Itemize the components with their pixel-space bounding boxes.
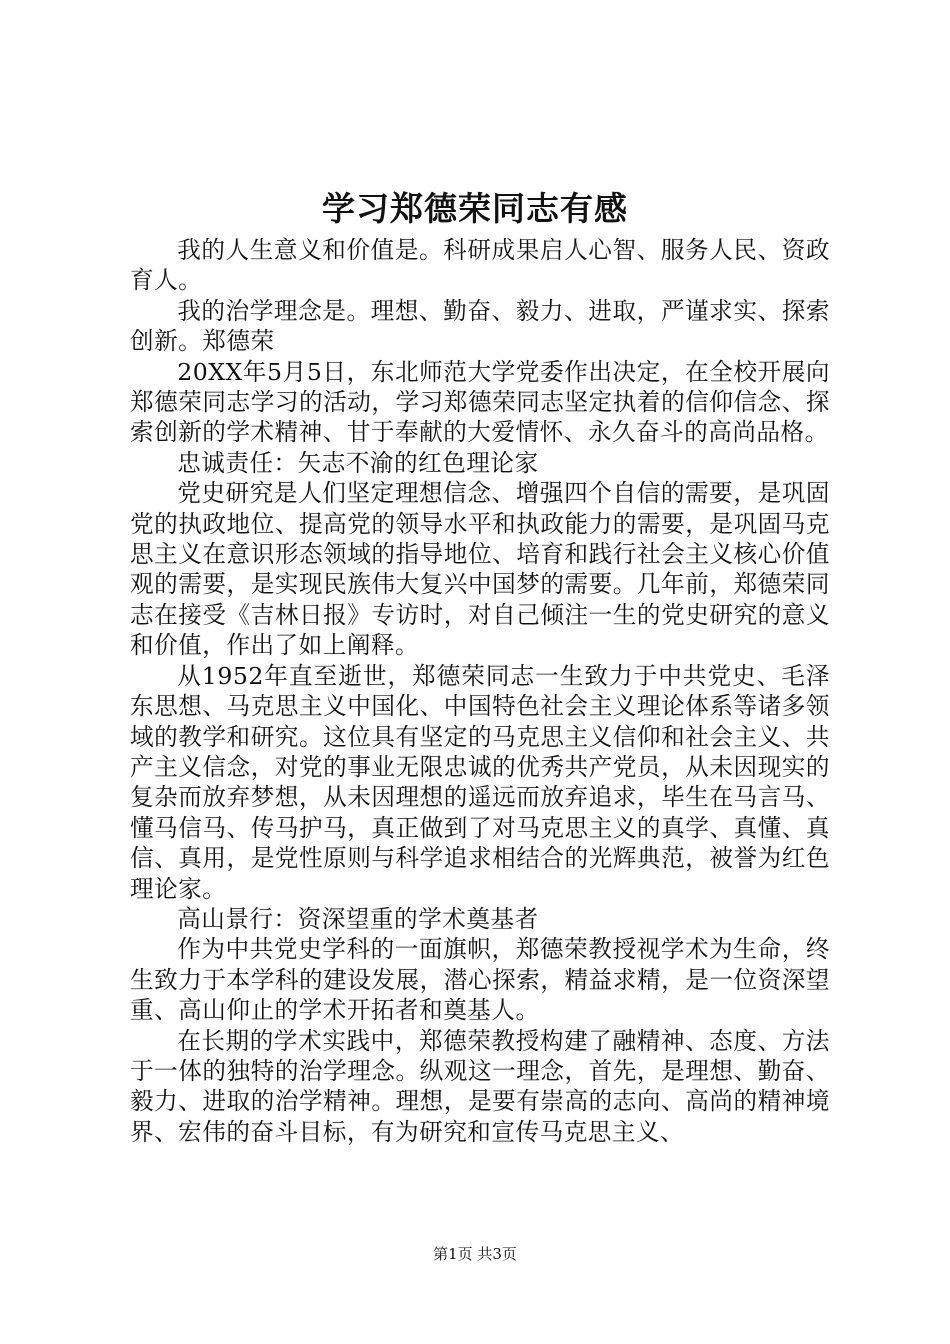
paragraph: 从1952年直至逝世，郑德荣同志一生致力于中共党史、毛泽东思想、马克思主义中国化、中国特色社会主义理论体系等诸多领域的教学和研究。这位具有坚定的马克思主义信仰和社会主义、共产主义信念，对党的事业无限忠诚的优秀共产党员，从未因现实的复杂而放弃梦想，从未因理想的遥远而放弃追求，毕生在马言马、懂马信马、传马护马，真正做到了对马克思主义的真学、真懂、真信、真用，是党性原则与科学追求相结合的光辉典范，被誉为红色理论家。 — [130, 661, 830, 903]
paragraph: 20XX年5月5日，东北师范大学党委作出决定，在全校开展向郑德荣同志学习的活动，学习郑德荣同志坚定执着的信仰信念、探索创新的学术精神、甘于奉献的大爱情怀、永久奋斗的高尚品格。 — [130, 357, 830, 447]
document-body — [130, 235, 830, 1147]
paragraph: 我的人生意义和价值是。科研成果启人心智、服务人民、资政育人。 — [130, 236, 830, 295]
page-number-footer: 第1页 共3页 — [433, 1245, 517, 1263]
paragraph: 党史研究是人们坚定理想信念、增强四个自信的需要，是巩固党的执政地位、提高党的领导水平和执政能力的需要，是巩固马克思主义在意识形态领域的指导地位、培育和践行社会主义核心价值观的需要，是实现民族伟大复兴中国梦的需要。几年前，郑德荣同志在接受《吉林日报》专访时，对自己倾注一生的党史研究的意义和价值，作出了如上阐释。 — [130, 479, 830, 660]
paragraph: 作为中共党史学科的一面旗帜，郑德荣教授视学术为生命，终生致力于本学科的建设发展，潜心探索，精益求精，是一位资深望重、高山仰止的学术开拓者和奠基人。 — [130, 935, 830, 1025]
section-heading: 高山景行：资深望重的学术奠基者 — [177, 904, 539, 933]
paragraph: 在长期的学术实践中，郑德荣教授构建了融精神、态度、方法于一体的独特的治学理念。纵观这一理念，首先，是理想、勤奋、毅力、进取的治学精神。理想，是要有崇高的志向、高尚的精神境界、宏伟的奋斗目标，有为研究和宣传马克思主义、 — [130, 1026, 830, 1146]
document-title: 学习郑德荣同志有感 — [322, 189, 628, 228]
section-heading: 忠诚责任：矢志不渝的红色理论家 — [177, 448, 539, 477]
paragraph: 我的治学理念是。理想、勤奋、毅力、进取，严谨求实、探索创新。郑德荣 — [130, 296, 830, 356]
